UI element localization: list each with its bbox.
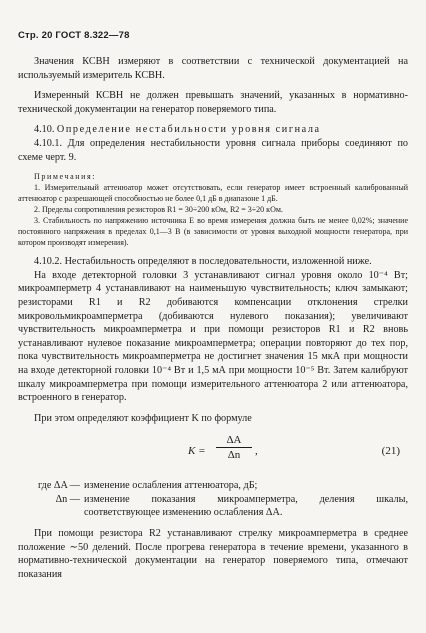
paragraph-resistor-r2: При помощи резистора R2 устанавливают стрелку микроамперметра в среднее положение ∼50 делений. После прогрева генератора в течение времени, указанного в нормативно-технической документации на генератор поверяемого типа, отмечают показания (18, 528, 408, 580)
page-header: Стр. 20 ГОСТ 8.322—78 (18, 30, 130, 41)
formula-numerator: ΔA (216, 434, 252, 448)
section-title: Определение нестабильности уровня сигнала (56, 124, 321, 136)
section-4-10-heading (18, 123, 408, 137)
formula-21 (18, 431, 408, 475)
note-3: 3. Стабильность по напряжению источника Е во время измерения должна быть не менее 0,02%; значение постоянного напряжения в пределах 0,1—3 В (в зависимости от уровня выходной мощности генератора, при котором производят измерения). (18, 216, 408, 248)
formula-lhs: K = (188, 445, 206, 458)
document-body (18, 55, 408, 581)
note-2: 2. Пределы сопротивления резисторов R1 = 30÷200 кОм, R2 = 3÷20 кОм. (34, 205, 283, 215)
paragraph-procedure: На входе детекторной головки 3 устанавливают сигнал уровня около 10⁻⁴ Вт; микроамперметр 4 устанавливают на наименьшую чувствительность; ключ замыкают; резисторами R1 и R2 добиваются компенсации отклонения стрелки микровольмикроамперметра (добиваются нулевого показания); увеличивают чувствительность микроамперметра и при помощи резисторов R1 и R2 вновь устанавливают нулевое показание микроамперметра; операции повторяют до тех пор, пока чувствительность микроамперметра не достигнет значения 15 мкА при мощности на входе детекторной головки 10⁻⁴ Вт и 1,5 мА при мощности 10⁻⁵ Вт. Затем калибруют шкалу микроамперметра при помощи измерительного аттенюатора 2 или аттенюатора, встроенного в генератор. (18, 269, 408, 404)
paragraph-vswr-limit: Измеренный КСВН не должен превышать значений, указанных в нормативно-технической документации на генератор поверяемого типа. (18, 90, 408, 115)
paragraph-coefficient-intro: При этом определяют коэффициент K по формуле (34, 412, 252, 424)
paragraph-4-10-1: 4.10.1. Для определения нестабильности уровня сигнала приборы соединяют по схеме черт. 9. (18, 137, 408, 163)
legend-symbol: Δn — (55, 493, 80, 505)
note-1: 1. Измерительный аттенюатор может отсутствовать, если генератор имеет встроенный калиброванный аттенюатор с разрешающей способностью не более 0,1 дБ в диапазоне 1 дБ. (18, 183, 408, 204)
legend-symbol: где ΔA — (37, 480, 80, 492)
legend-description: изменение ослабления аттенюатора, дБ; (84, 480, 258, 492)
section-number: 4.10. (34, 124, 55, 136)
formula-denominator: Δn (227, 449, 241, 462)
formula-number: (21) (381, 445, 400, 458)
legend-description: изменение показания микроамперметра, деления шкалы, соответствующее изменению ослабления ΔA. (84, 493, 408, 519)
paragraph-4-10-2: 4.10.2. Нестабильность определяют в последовательности, изложенной ниже. (34, 256, 372, 268)
legend-row (18, 493, 408, 520)
formula-legend (18, 479, 408, 520)
paragraph-vswr-measurement: Значения КСВН измеряют в соответствии с технической документацией на используемый измеритель КСВН. (18, 56, 408, 81)
formula-comma: , (255, 445, 258, 458)
notes-title: Примечания: (34, 172, 97, 182)
formula-fraction (216, 434, 252, 461)
legend-row (18, 479, 408, 493)
